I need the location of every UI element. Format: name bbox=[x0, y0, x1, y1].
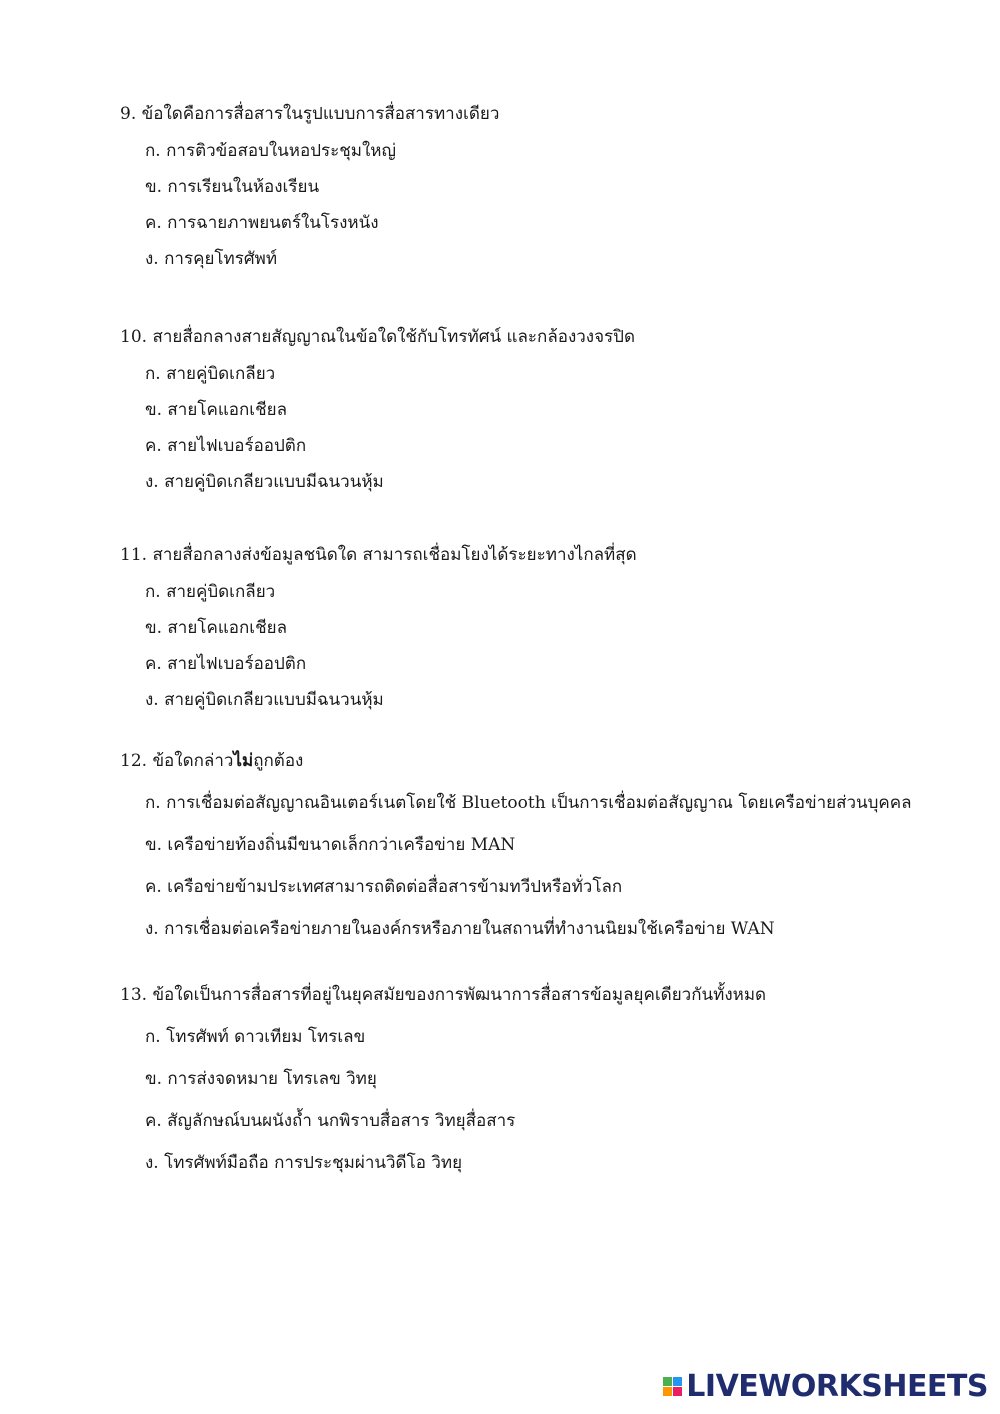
logo-text: LIVEWORKSHEETS bbox=[686, 1369, 988, 1404]
question-stem: 10. สายสื่อกลางสายสัญญาณในข้อใดใช้กับโทรทัศน์ และกล้องวงจรปิด bbox=[120, 327, 636, 347]
answer-option: ข. เครือข่ายท้องถิ่นมีขนาดเล็กกว่าเครือข่าย MAN bbox=[145, 835, 516, 855]
answer-option: ค. สัญลักษณ์บนผนังถ้ำ นกพิราบสื่อสาร วิทยุสื่อสาร bbox=[145, 1111, 516, 1131]
answer-option: ค. การฉายภาพยนตร์ในโรงหนัง bbox=[145, 213, 379, 233]
stem-emphasis: ไม่ bbox=[233, 751, 254, 771]
question-stem: 13. ข้อใดเป็นการสื่อสารที่อยู่ในยุคสมัยของการพัฒนาการสื่อสารข้อมูลยุคเดียวกันทั้งหมด bbox=[120, 985, 767, 1005]
answer-option: ง. สายคู่บิดเกลียวแบบมีฉนวนหุ้ม bbox=[145, 472, 384, 492]
answer-option: ก. สายคู่บิดเกลียว bbox=[145, 582, 276, 602]
answer-option: ง. การเชื่อมต่อเครือข่ายภายในองค์กรหรือภายในสถานที่ทำงานนิยมใช้เครือข่าย WAN bbox=[145, 919, 775, 939]
question-stem: 9. ข้อใดคือการสื่อสารในรูปแบบการสื่อสารทางเดียว bbox=[120, 104, 500, 124]
stem-text: 12. ข้อใดกล่าว bbox=[120, 751, 234, 771]
answer-option: ง. การคุยโทรศัพท์ bbox=[145, 249, 278, 269]
question-stem: 11. สายสื่อกลางส่งข้อมูลชนิดใด สามารถเชื่อมโยงได้ระยะทางไกลที่สุด bbox=[120, 545, 637, 565]
answer-option: ก. โทรศัพท์ ดาวเทียม โทรเลข bbox=[145, 1027, 366, 1047]
answer-option: ข. การส่งจดหมาย โทรเลข วิทยุ bbox=[145, 1069, 377, 1089]
answer-option: ก. การติวข้อสอบในหอประชุมใหญ่ bbox=[145, 141, 396, 161]
question-10 bbox=[120, 326, 980, 492]
answer-option: ง. สายคู่บิดเกลียวแบบมีฉนวนหุ้ม bbox=[145, 690, 384, 710]
answer-option: ค. เครือข่ายข้ามประเทศสามารถติดต่อสื่อสารข้ามทวีปหรือทั่วโลก bbox=[145, 877, 623, 897]
answer-option: ข. สายโคแอกเชียล bbox=[145, 618, 288, 638]
stem-text: ถูกต้อง bbox=[253, 751, 304, 771]
question-stem bbox=[120, 750, 980, 772]
question-11 bbox=[120, 544, 980, 710]
answer-option: ข. การเรียนในห้องเรียน bbox=[145, 177, 320, 197]
liveworksheets-logo bbox=[663, 1369, 988, 1404]
question-9 bbox=[120, 103, 980, 269]
logo-badge-icon bbox=[663, 1377, 682, 1396]
answer-option: ก. การเชื่อมต่อสัญญาณอินเตอร์เนตโดยใช้ Bluetooth เป็นการเชื่อมต่อสัญญาณ โดยเครือข่ายส่วนบุคคล bbox=[145, 793, 912, 813]
answer-option: ง. โทรศัพท์มือถือ การประชุมผ่านวิดีโอ วิทยุ bbox=[145, 1153, 463, 1173]
question-13 bbox=[120, 984, 980, 1173]
answer-option: ก. สายคู่บิดเกลียว bbox=[145, 364, 276, 384]
answer-option: ข. สายโคแอกเชียล bbox=[145, 400, 288, 420]
question-12 bbox=[120, 750, 980, 939]
answer-option: ค. สายไฟเบอร์ออปติก bbox=[145, 654, 307, 674]
answer-option: ค. สายไฟเบอร์ออปติก bbox=[145, 436, 307, 456]
